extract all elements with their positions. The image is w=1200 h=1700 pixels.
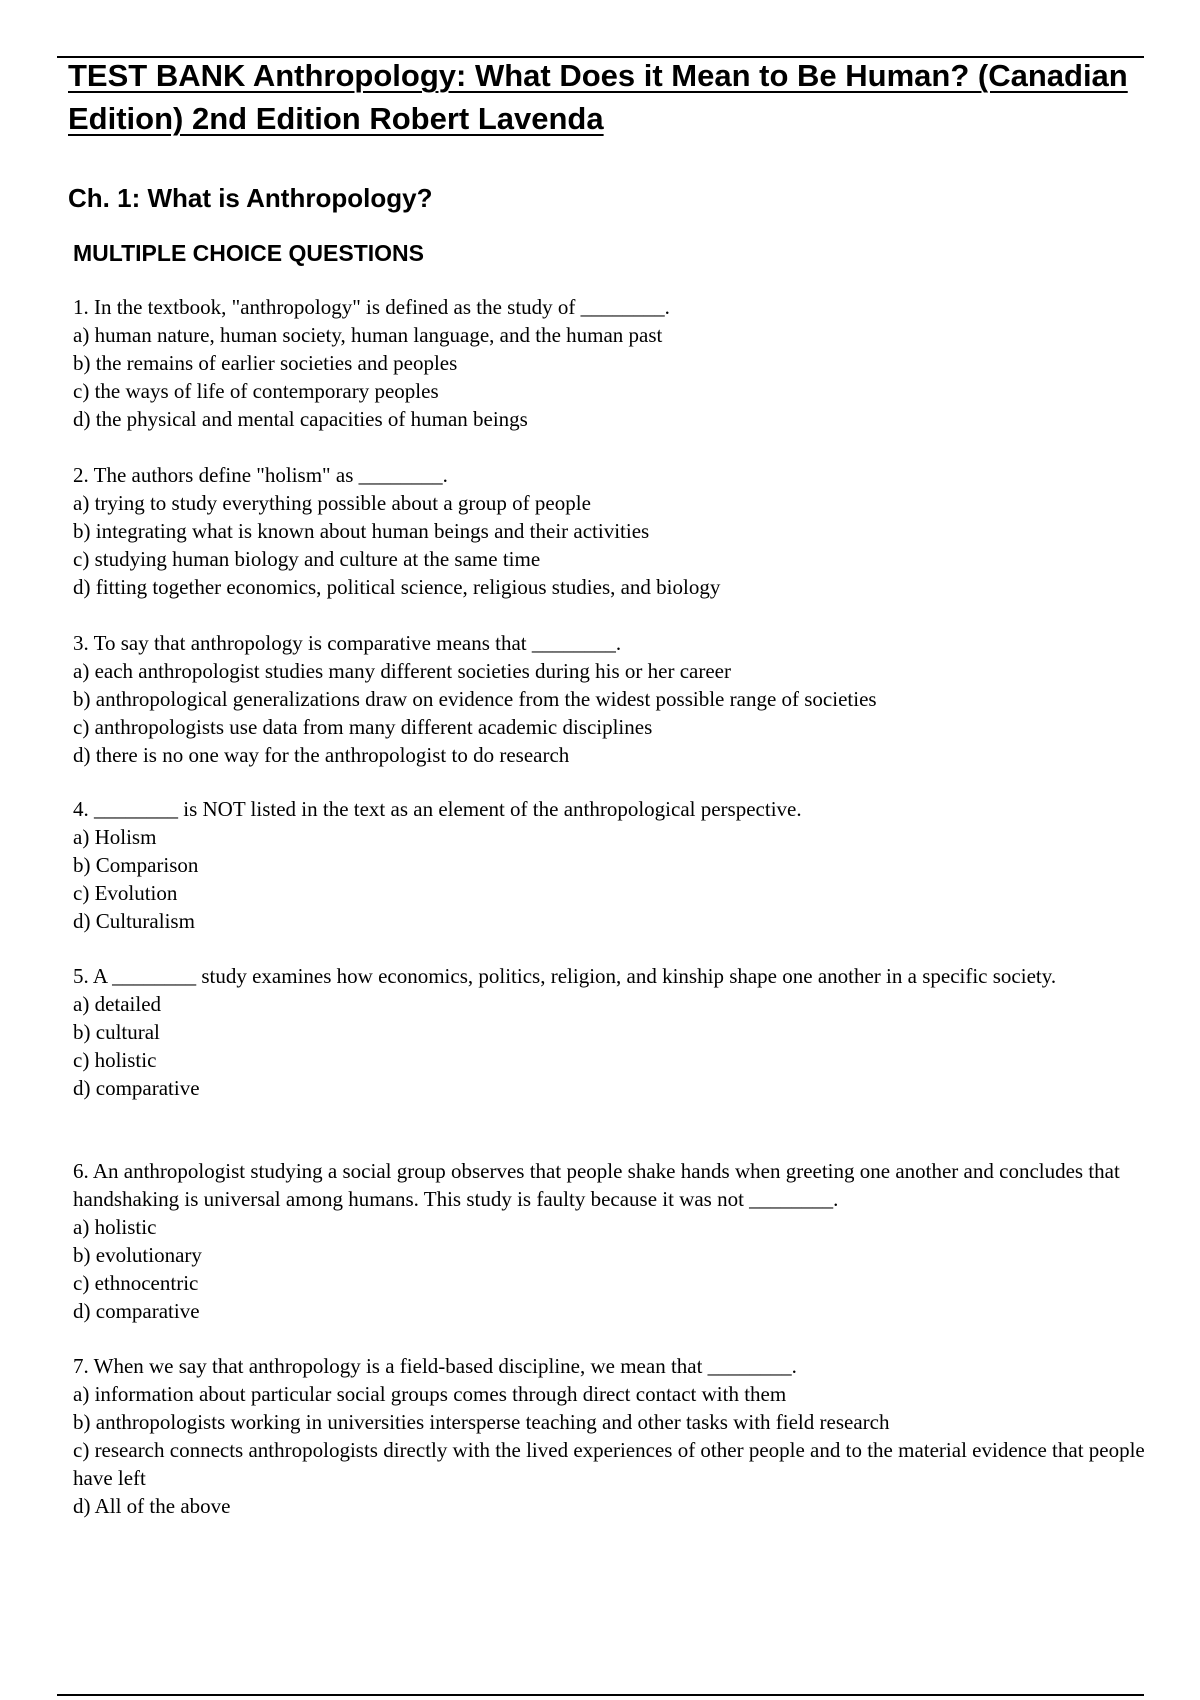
question-stem: 2. The authors define "holism" as ________. <box>73 463 448 487</box>
answer-option-b: b) evolutionary <box>73 1243 202 1267</box>
question-6 <box>73 1157 1148 1325</box>
answer-option-d: d) comparative <box>73 1076 200 1100</box>
answer-option-a: a) information about particular social groups comes through direct contact with them <box>73 1382 787 1406</box>
answer-option-d: d) Culturalism <box>73 909 195 933</box>
answer-option-a: a) human nature, human society, human language, and the human past <box>73 323 663 347</box>
answer-option-d: d) there is no one way for the anthropologist to do research <box>73 743 570 767</box>
question-stem: 4. ________ is NOT listed in the text as an element of the anthropological perspective. <box>73 797 802 821</box>
answer-option-b: b) anthropologists working in universities intersperse teaching and other tasks with field research <box>73 1410 890 1434</box>
answer-option-c: c) studying human biology and culture at the same time <box>73 547 541 571</box>
question-stem: 5. A ________ study examines how economics, politics, religion, and kinship shape one another in a specific society. <box>73 964 1057 988</box>
answer-option-a: a) trying to study everything possible about a group of people <box>73 491 591 515</box>
document-title-text: TEST BANK Anthropology: What Does it Mean to Be Human? (Canadian Edition) 2nd Edition Robert Lavenda <box>68 58 1128 136</box>
question-4 <box>73 795 1148 935</box>
question-stem: 6. An anthropologist studying a social group observes that people shake hands when greeting one another and concludes that handshaking is universal among humans. This study is faulty because it was not ________. <box>73 1159 1120 1211</box>
question-stem: 3. To say that anthropology is comparative means that ________. <box>73 631 622 655</box>
document-title <box>68 54 1148 140</box>
question-5 <box>73 962 1148 1102</box>
answer-option-d: d) All of the above <box>73 1494 231 1518</box>
answer-option-a: a) Holism <box>73 825 157 849</box>
answer-option-c: c) the ways of life of contemporary peoples <box>73 379 439 403</box>
answer-option-c: c) holistic <box>73 1048 157 1072</box>
chapter-heading: Ch. 1: What is Anthropology? <box>68 183 433 213</box>
question-stem: 1. In the textbook, "anthropology" is defined as the study of ________. <box>73 295 670 319</box>
answer-option-a: a) detailed <box>73 992 162 1016</box>
section-heading: MULTIPLE CHOICE QUESTIONS <box>73 240 424 266</box>
answer-option-b: b) the remains of earlier societies and peoples <box>73 351 458 375</box>
question-2 <box>73 461 1148 601</box>
answer-option-b: b) integrating what is known about human beings and their activities <box>73 519 650 543</box>
answer-option-c: c) ethnocentric <box>73 1271 199 1295</box>
answer-option-c: c) research connects anthropologists directly with the lived experiences of other people and to the material evidence that people have left <box>73 1438 1145 1490</box>
answer-option-b: b) anthropological generalizations draw on evidence from the widest possible range of societies <box>73 687 877 711</box>
bottom-rule <box>57 1694 1144 1696</box>
question-stem: 7. When we say that anthropology is a field-based discipline, we mean that ________. <box>73 1354 797 1378</box>
answer-option-c: c) anthropologists use data from many different academic disciplines <box>73 715 653 739</box>
answer-option-d: d) comparative <box>73 1299 200 1323</box>
answer-option-d: d) the physical and mental capacities of human beings <box>73 407 528 431</box>
question-1 <box>73 293 1148 433</box>
question-3 <box>73 629 1148 769</box>
question-7 <box>73 1352 1148 1520</box>
answer-option-b: b) cultural <box>73 1020 160 1044</box>
answer-option-c: c) Evolution <box>73 881 178 905</box>
answer-option-a: a) each anthropologist studies many different societies during his or her career <box>73 659 731 683</box>
answer-option-a: a) holistic <box>73 1215 157 1239</box>
answer-option-b: b) Comparison <box>73 853 199 877</box>
answer-option-d: d) fitting together economics, political science, religious studies, and biology <box>73 575 721 599</box>
